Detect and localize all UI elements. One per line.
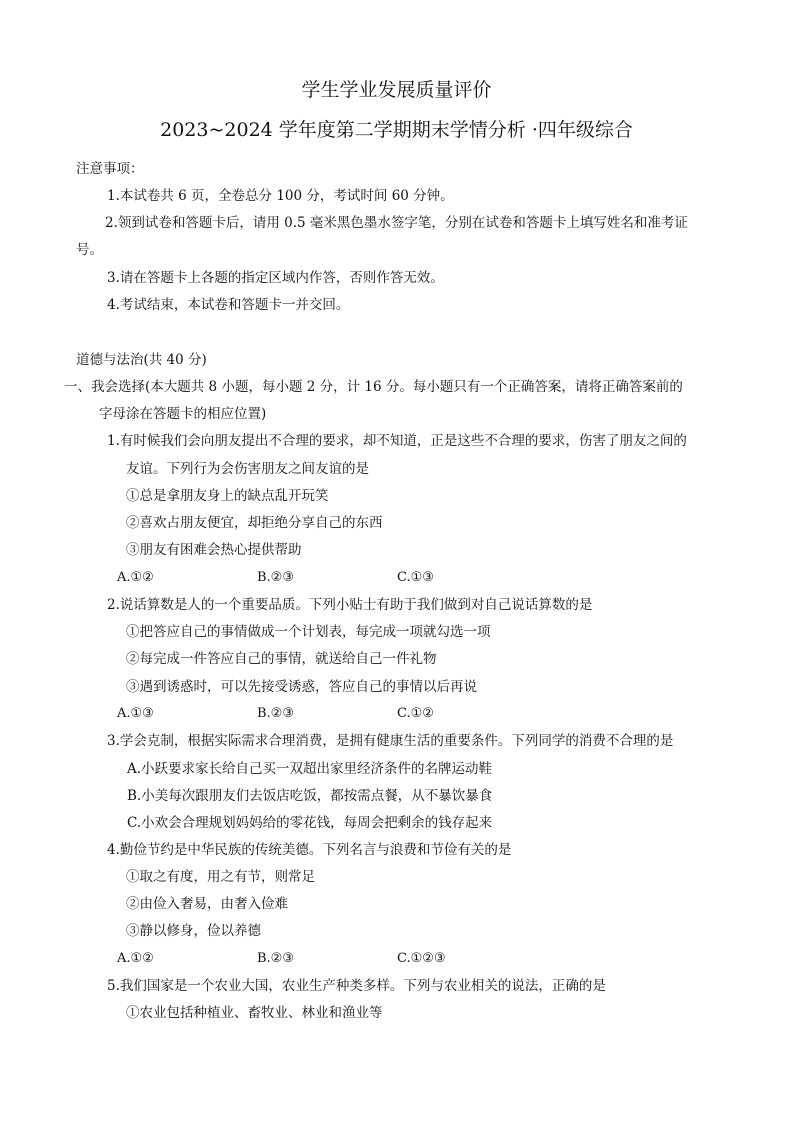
- exam-subtitle: 2023~2024 学年度第二学期期末学情分析 ·四年级综合: [160, 119, 633, 141]
- note-item-3: 3.请在答题卡上各题的指定区域内作答，否则作答无效。: [107, 270, 444, 286]
- question-1-stem-line1: 1.有时候我们会向朋友提出不合理的要求，却不知道，正是这些不合理的要求，伤害了朋友之间的: [107, 433, 687, 449]
- part-title-line1: 一、我会选择(本大题共 8 小题，每小题 2 分，计 16 分。每小题只有一个正确答案，请将正确答案前的: [64, 379, 683, 395]
- question-3-choice-b: B.小美每次跟朋友们去饭店吃饭，都按需点餐，从不暴饮暴食: [127, 788, 493, 804]
- exam-title: 学生学业发展质量评价: [301, 79, 492, 101]
- question-1-item-3: ③朋友有困难会热心提供帮助: [126, 542, 302, 558]
- question-3-stem: 3.学会克制，根据实际需求合理消费，是拥有健康生活的重要条件。下列同学的消费不合理的是: [107, 733, 674, 749]
- question-1-stem-line2: 友谊。下列行为会伤害朋友之间友谊的是: [126, 461, 369, 477]
- question-2-option-b: B.②③: [257, 706, 294, 721]
- question-2-item-3: ③遇到诱惑时，可以先接受诱惑，答应自己的事情以后再说: [126, 679, 477, 695]
- question-5-item-1: ①农业包括种植业、畜牧业、林业和渔业等: [126, 1005, 383, 1021]
- question-2-item-1: ①把答应自己的事情做成一个计划表，每完成一项就勾选一项: [126, 624, 491, 640]
- question-4-item-3: ③静以修身，俭以养德: [126, 923, 261, 939]
- note-item-2: 2.领到试卷和答题卡后，请用 0.5 毫米黑色墨水签字笔，分别在试卷和答题卡上填写姓名和准考证: [105, 215, 688, 231]
- question-1-option-a: A.①②: [117, 570, 154, 585]
- question-2-item-2: ②每完成一件答应自己的事情，就送给自己一件礼物: [126, 651, 437, 667]
- question-2-stem: 2.说话算数是人的一个重要品质。下列小贴士有助于我们做到对自己说话算数的是: [107, 597, 593, 613]
- question-1-option-c: C.①③: [397, 570, 434, 585]
- section-heading: 道德与法治(共 40 分): [76, 352, 207, 368]
- question-1-option-b: B.②③: [257, 570, 294, 585]
- notes-heading: 注意事项：: [76, 161, 144, 177]
- question-1-item-2: ②喜欢占朋友便宜，却拒绝分享自己的东西: [126, 515, 383, 531]
- question-1-item-1: ①总是拿朋友身上的缺点乱开玩笑: [126, 488, 329, 504]
- question-4-item-2: ②由俭入奢易，由奢入俭难: [126, 896, 288, 912]
- part-title-line2: 字母涂在答题卡的相应位置): [99, 406, 267, 422]
- question-2-option-a: A.①③: [117, 706, 154, 721]
- question-4-option-b: B.②③: [257, 951, 294, 966]
- note-item-4: 4.考试结束，本试卷和答题卡一并交回。: [107, 297, 350, 313]
- note-item-1: 1.本试卷共 6 页，全卷总分 100 分，考试时间 60 分钟。: [107, 188, 454, 204]
- note-item-2-cont: 号。: [76, 242, 103, 258]
- question-4-option-c: C.①②③: [397, 951, 446, 966]
- question-4-option-a: A.①②: [117, 951, 154, 966]
- question-5-stem: 5.我们国家是一个农业大国，农业生产种类多样。下列与农业相关的说法，正确的是: [107, 978, 606, 994]
- question-3-choice-a: A.小跃要求家长给自己买一双超出家里经济条件的名牌运动鞋: [127, 761, 493, 777]
- question-4-stem: 4.勤俭节约是中华民族的传统美德。下列名言与浪费和节俭有关的是: [107, 842, 512, 858]
- question-2-option-c: C.①②: [397, 706, 434, 721]
- question-3-choice-c: C.小欢会合理规划妈妈给的零花钱，每周会把剩余的钱存起来: [127, 815, 493, 831]
- question-4-item-1: ①取之有度，用之有节，则常足: [126, 869, 315, 885]
